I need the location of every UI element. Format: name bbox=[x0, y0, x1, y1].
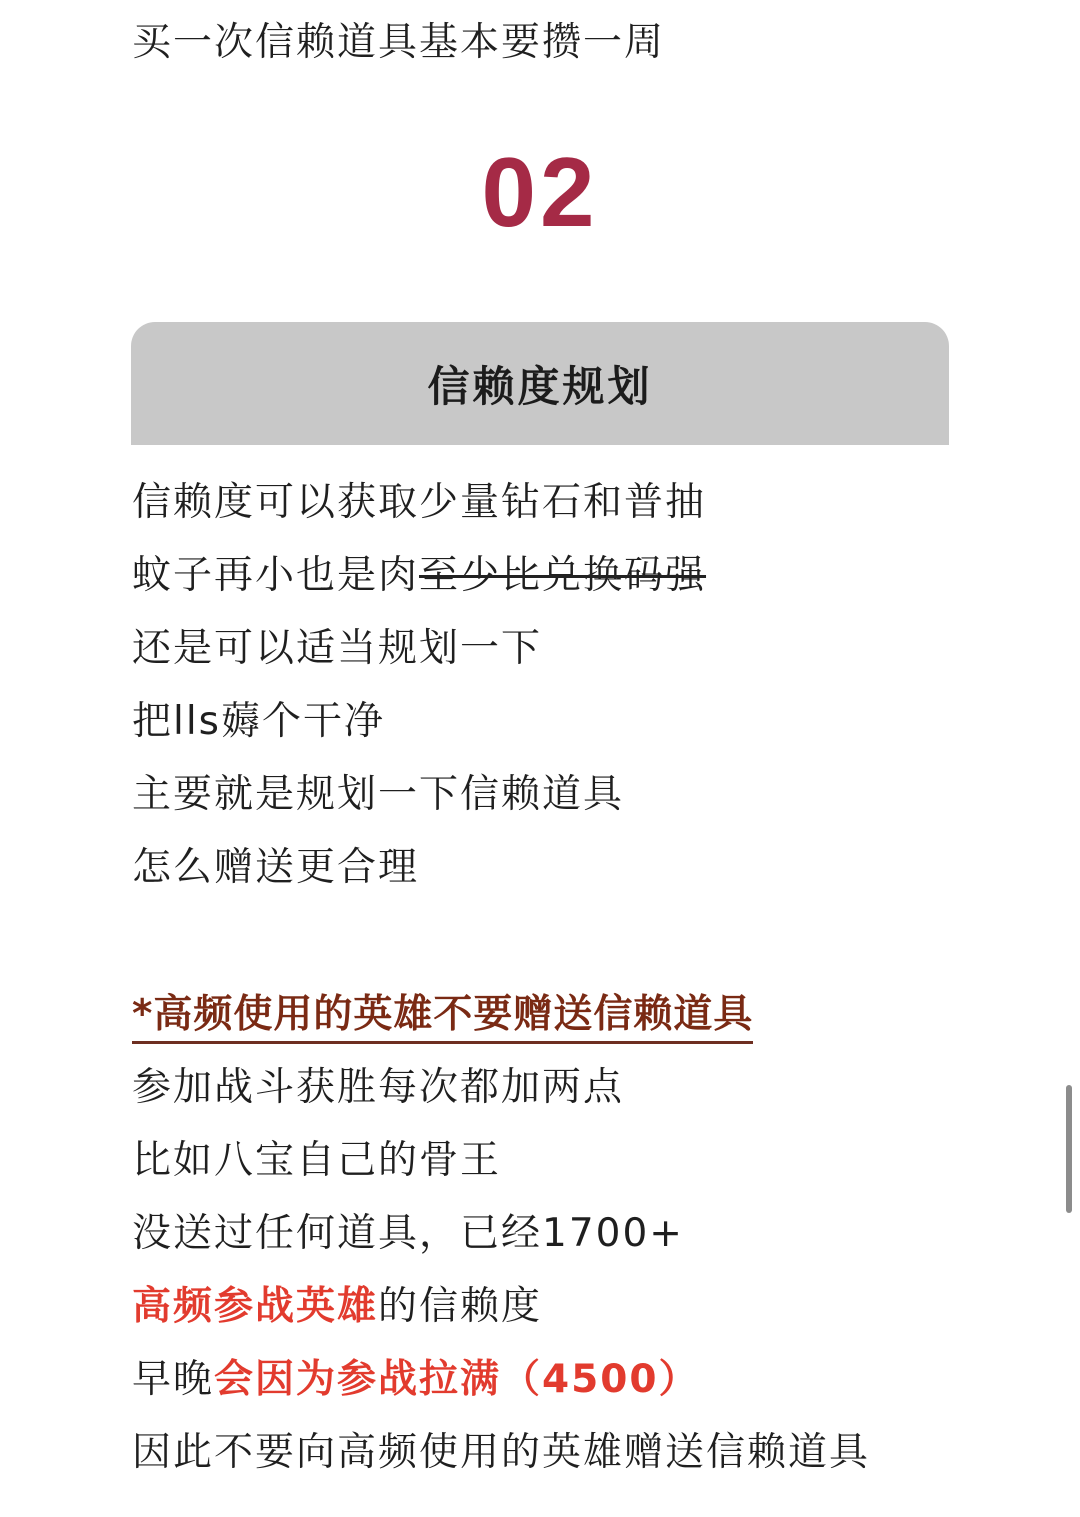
tip-line bbox=[132, 1282, 542, 1332]
intro-line: 买一次信赖道具基本要攒一周 bbox=[132, 20, 666, 65]
tip-heading-line bbox=[132, 990, 753, 1040]
tip-line bbox=[132, 1355, 700, 1405]
tip-line: 比如八宝自己的骨王 bbox=[132, 1138, 502, 1183]
highlight-text: 高频参战英雄 bbox=[132, 1284, 379, 1329]
tip-heading: *高频使用的英雄不要赠送信赖道具 bbox=[132, 992, 753, 1044]
tip-line-text: 早晚 bbox=[132, 1357, 215, 1402]
section-header bbox=[131, 322, 949, 445]
body-line: 怎么赠送更合理 bbox=[132, 845, 420, 890]
body-line bbox=[132, 551, 706, 601]
body-line: 主要就是规划一下信赖道具 bbox=[132, 772, 625, 817]
section-number: 02 bbox=[481, 137, 599, 247]
body-line: 把lls薅个干净 bbox=[132, 699, 385, 744]
tip-line-text: 的信赖度 bbox=[378, 1284, 543, 1329]
section-title: 信赖度规划 bbox=[427, 361, 653, 411]
tip-line: 因此不要向高频使用的英雄赠送信赖道具 bbox=[132, 1430, 871, 1475]
scrollbar-thumb[interactable] bbox=[1066, 1085, 1072, 1213]
body-line: 信赖度可以获取少量钻石和普抽 bbox=[132, 480, 707, 525]
body-line-text: 蚊子再小也是肉 bbox=[132, 553, 420, 598]
tip-line: 参加战斗获胜每次都加两点 bbox=[132, 1065, 625, 1110]
body-line: 还是可以适当规划一下 bbox=[132, 626, 543, 671]
highlight-text: 会因为参战拉满（4500） bbox=[214, 1357, 700, 1402]
tip-line: 没送过任何道具，已经1700+ bbox=[132, 1211, 684, 1256]
struck-text: 至少比兑换码强 bbox=[419, 553, 707, 598]
